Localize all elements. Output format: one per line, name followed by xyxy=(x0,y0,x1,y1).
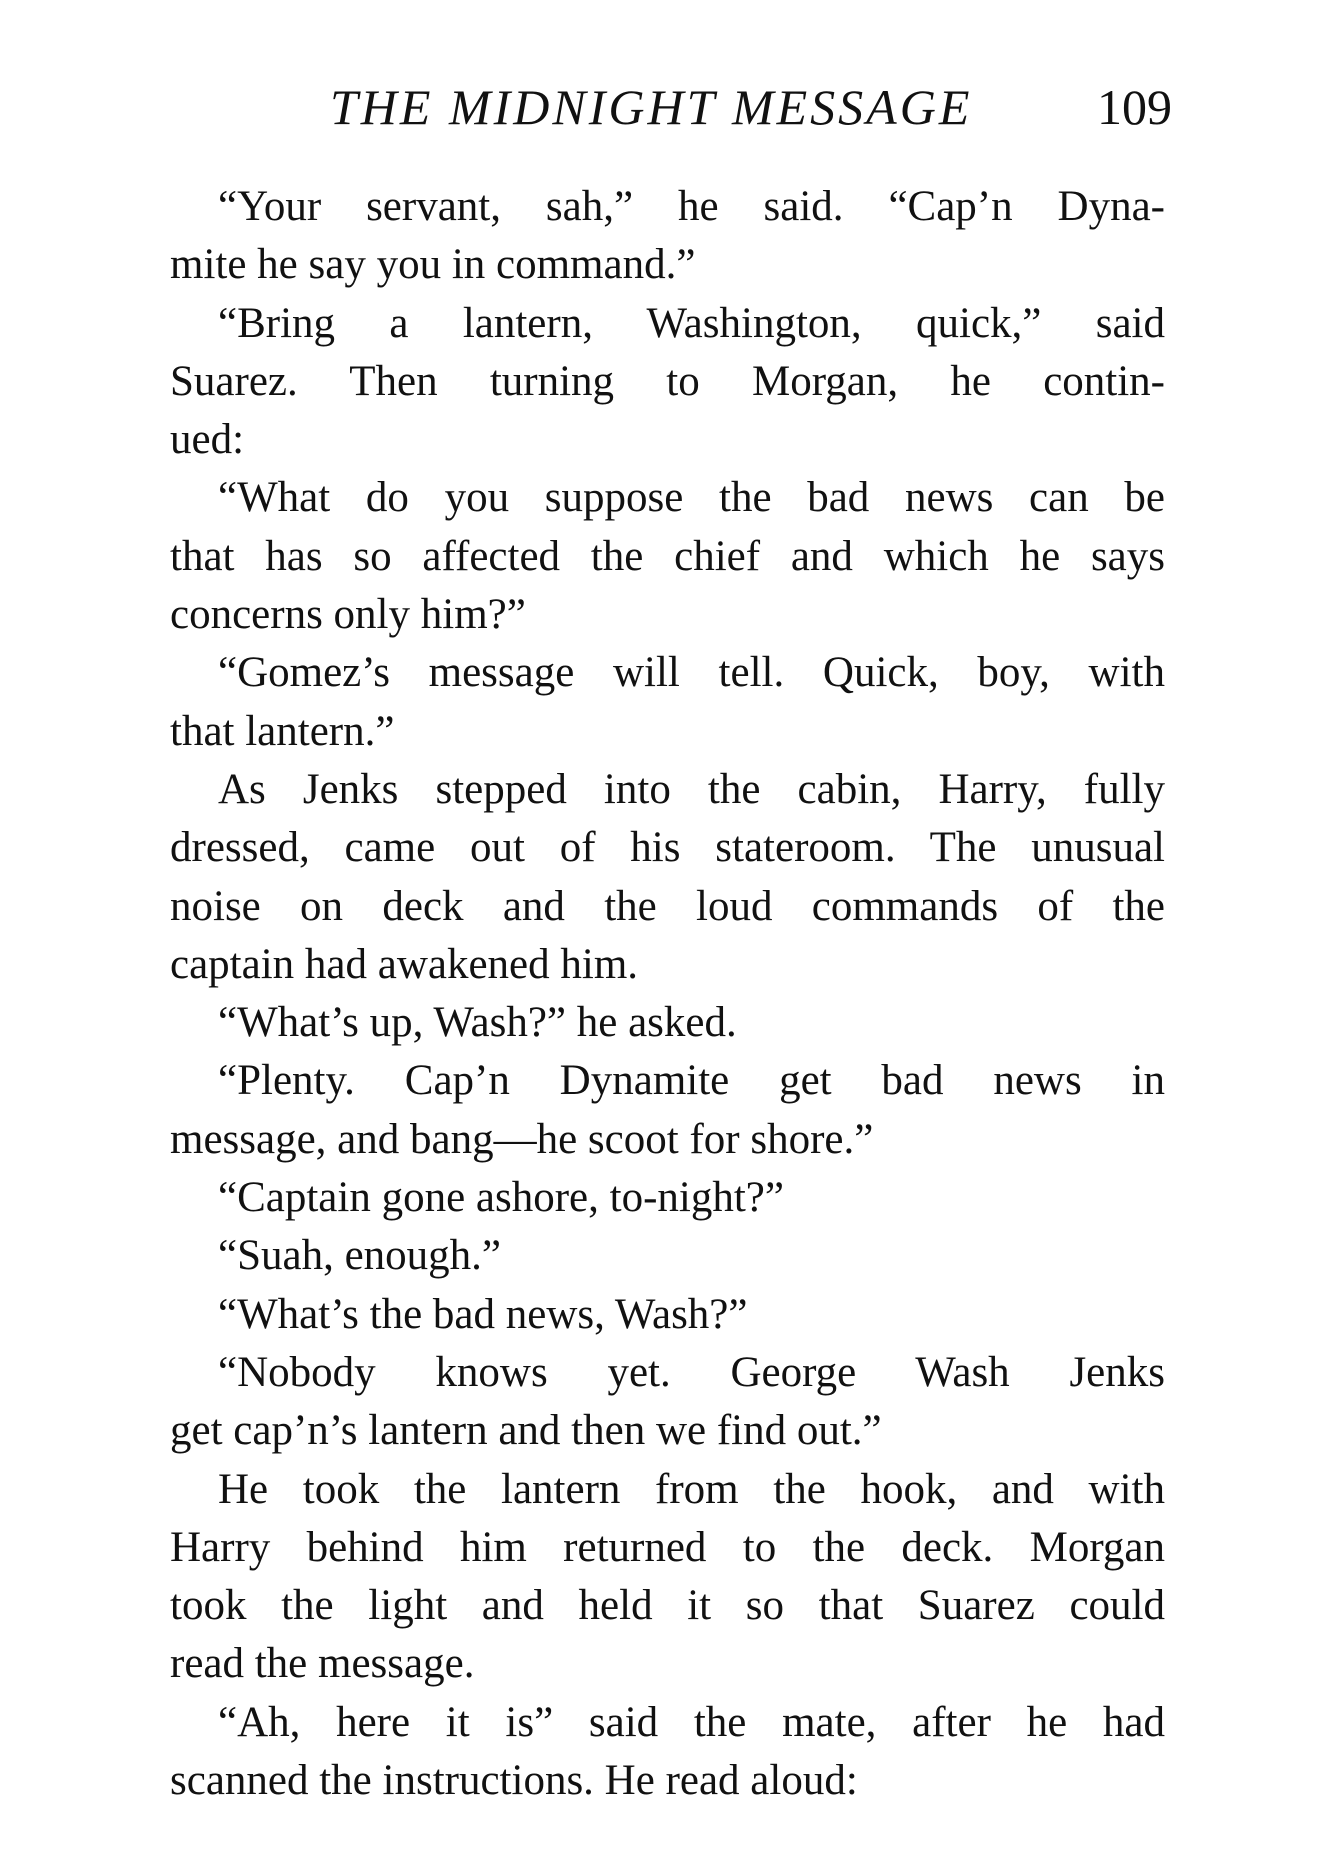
text-line: scanned the instructions. He read aloud: xyxy=(170,1757,858,1805)
text-line: took the light and held it so that Suarez could xyxy=(170,1582,1165,1630)
text-line: “What do you suppose the bad news can be xyxy=(218,474,1165,522)
text-line: “Plenty. Cap’n Dynamite get bad news in xyxy=(218,1057,1165,1105)
text-line: “Ah, here it is” said the mate, after he had xyxy=(218,1698,1165,1746)
text-line: Harry behind him returned to the deck. Morgan xyxy=(170,1523,1165,1571)
text-line: noise on deck and the loud commands of the xyxy=(170,882,1165,930)
text-line: dressed, came out of his stateroom. The unusual xyxy=(170,824,1165,872)
text-line: concerns only him?” xyxy=(170,591,526,639)
text-line: He took the lantern from the hook, and with xyxy=(218,1465,1165,1513)
text-line: that lantern.” xyxy=(170,707,395,755)
text-line: “Nobody knows yet. George Wash Jenks xyxy=(218,1348,1165,1396)
text-line: As Jenks stepped into the cabin, Harry, fully xyxy=(218,765,1165,813)
text-line: Suarez. Then turning to Morgan, he contin- xyxy=(170,357,1165,405)
text-line: ued: xyxy=(170,416,245,464)
text-line: “Captain gone ashore, to-night?” xyxy=(218,1174,784,1222)
text-line: “Bring a lantern, Washington, quick,” said xyxy=(218,299,1165,347)
running-title: THE MIDNIGHT MESSAGE xyxy=(330,79,973,135)
running-head xyxy=(0,72,1325,142)
text-line: read the message. xyxy=(170,1640,475,1688)
text-line: captain had awakened him. xyxy=(170,940,639,988)
text-line: “What’s up, Wash?” he asked. xyxy=(218,999,737,1047)
text-line: mite he say you in command.” xyxy=(170,241,696,289)
text-line: “Suah, enough.” xyxy=(218,1232,502,1280)
page-number: 109 xyxy=(1097,79,1172,135)
body-text xyxy=(170,178,1165,1810)
text-line: get cap’n’s lantern and then we find out.” xyxy=(170,1407,882,1455)
text-line: that has so affected the chief and which he says xyxy=(170,532,1165,580)
text-line: “What’s the bad news, Wash?” xyxy=(218,1290,748,1338)
text-line: “Gomez’s message will tell. Quick, boy, with xyxy=(218,649,1165,697)
text-line: message, and bang—he scoot for shore.” xyxy=(170,1115,874,1163)
text-line: “Your servant, sah,” he said. “Cap’n Dyna- xyxy=(218,183,1165,230)
